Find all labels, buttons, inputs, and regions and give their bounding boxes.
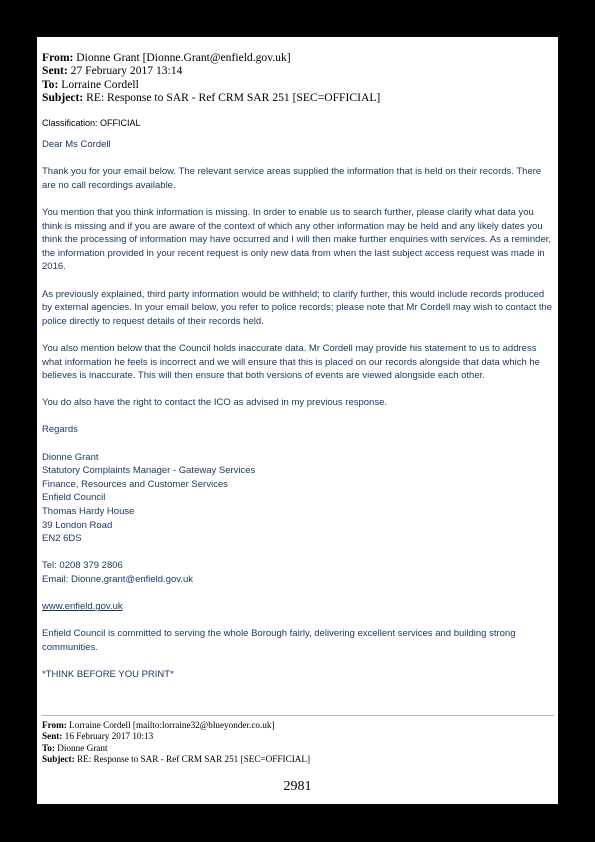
page-number: 2981 <box>283 779 312 794</box>
subject-label: Subject: <box>42 91 84 105</box>
paragraph: Thank you for your email below. The relevant service areas supplied the information that is held on their records. There are no call recordings available. <box>42 166 542 191</box>
paragraph: You mention that you think information is missing. In order to enable us to search further, please clarify what data you think is missing and if you are aware of the context of which any other information may be held and any likely dates you think the processing of information may have occurred and I will then make further enquiries with services. As a reminder, the information provided in your recent request is only new data from when the last subject access request was made in 2016. <box>42 206 552 273</box>
paragraph: You do also have the right to contact the ICO as advised in my previous response. <box>42 397 388 409</box>
header-to <box>42 78 380 91</box>
document-page <box>37 37 558 804</box>
signature-tel: Tel: 0208 379 2806 <box>42 560 123 572</box>
signature-department: Finance, Resources and Customer Services <box>42 478 228 490</box>
fwd-subject-label: Subject: <box>42 754 75 765</box>
signature-title: Statutory Complaints Manager - Gateway Services <box>42 465 256 477</box>
tagline: Enfield Council is committed to serving the whole Borough fairly, delivering excellent services and building strong communities. <box>42 628 516 653</box>
divider <box>42 715 554 716</box>
print-notice: *THINK BEFORE YOU PRINT* <box>42 669 174 681</box>
website-link[interactable]: www.enfield.gov.uk <box>42 601 123 613</box>
paragraph: You also mention below that the Council holds inaccurate data. Mr Cordell may provide his statement to us to address what information he feels is incorrect and we will ensure that this is placed on our records alongside that data which he believes is inaccurate. This will then ensure that both versions of events are viewed alongside each other. <box>42 342 540 382</box>
sent-label: Sent: <box>42 64 68 78</box>
email-header <box>42 51 380 105</box>
signature-block <box>42 451 554 546</box>
email-body <box>42 138 554 695</box>
fwd-from-label: From: <box>42 720 67 730</box>
to-value: Lorraine Cordell <box>61 77 139 91</box>
fwd-subject <box>42 754 310 765</box>
header-subject <box>42 91 380 104</box>
greeting: Dear Ms Cordell <box>42 139 111 150</box>
signature-street: 39 London Road <box>42 519 113 531</box>
regards: Regards <box>42 424 78 436</box>
from-label: From: <box>42 51 74 64</box>
subject-value: RE: Response to SAR - Ref CRM SAR 251 [SEC=OFFICIAL] <box>86 91 381 105</box>
fwd-sent-label: Sent: <box>42 731 63 742</box>
fwd-from-value: Lorraine Cordell [mailto:lorraine32@blueyonder.co.uk] <box>69 720 275 730</box>
signature-email: Email: Dionne.grant@enfield.gov.uk <box>42 574 193 585</box>
sent-value: 27 February 2017 13:14 <box>70 64 183 78</box>
forwarded-header <box>42 720 310 766</box>
signature-org: Enfield Council <box>42 492 106 504</box>
fwd-to-label: To: <box>42 742 55 753</box>
fwd-sent-value: 16 February 2017 10:13 <box>64 731 154 742</box>
to-label: To: <box>42 77 59 91</box>
classification-label: Classification: OFFICIAL <box>42 118 141 128</box>
header-from <box>42 51 380 64</box>
fwd-to-value: Dionne Grant <box>57 742 108 753</box>
signature-name: Dionne Grant <box>42 451 99 463</box>
fwd-to <box>42 743 310 754</box>
header-sent <box>42 64 380 77</box>
contact-block <box>42 559 554 586</box>
from-value: Dionne Grant [Dionne.Grant@enfield.gov.uk] <box>76 51 291 64</box>
fwd-subject-value: RE: Response to SAR - Ref CRM SAR 251 [SEC=OFFICIAL] <box>76 754 311 765</box>
paragraph: As previously explained, third party information would be withheld; to clarify further, this would include records produced by external agencies. In your email below, you refer to police records; please note that Mr Cordell may wish to contact the police directly to request details of their records held. <box>42 288 553 327</box>
signature-postcode: EN2 6DS <box>42 533 82 545</box>
signature-building: Thomas Hardy House <box>42 506 135 518</box>
fwd-sent <box>42 731 310 742</box>
fwd-from <box>42 720 310 731</box>
